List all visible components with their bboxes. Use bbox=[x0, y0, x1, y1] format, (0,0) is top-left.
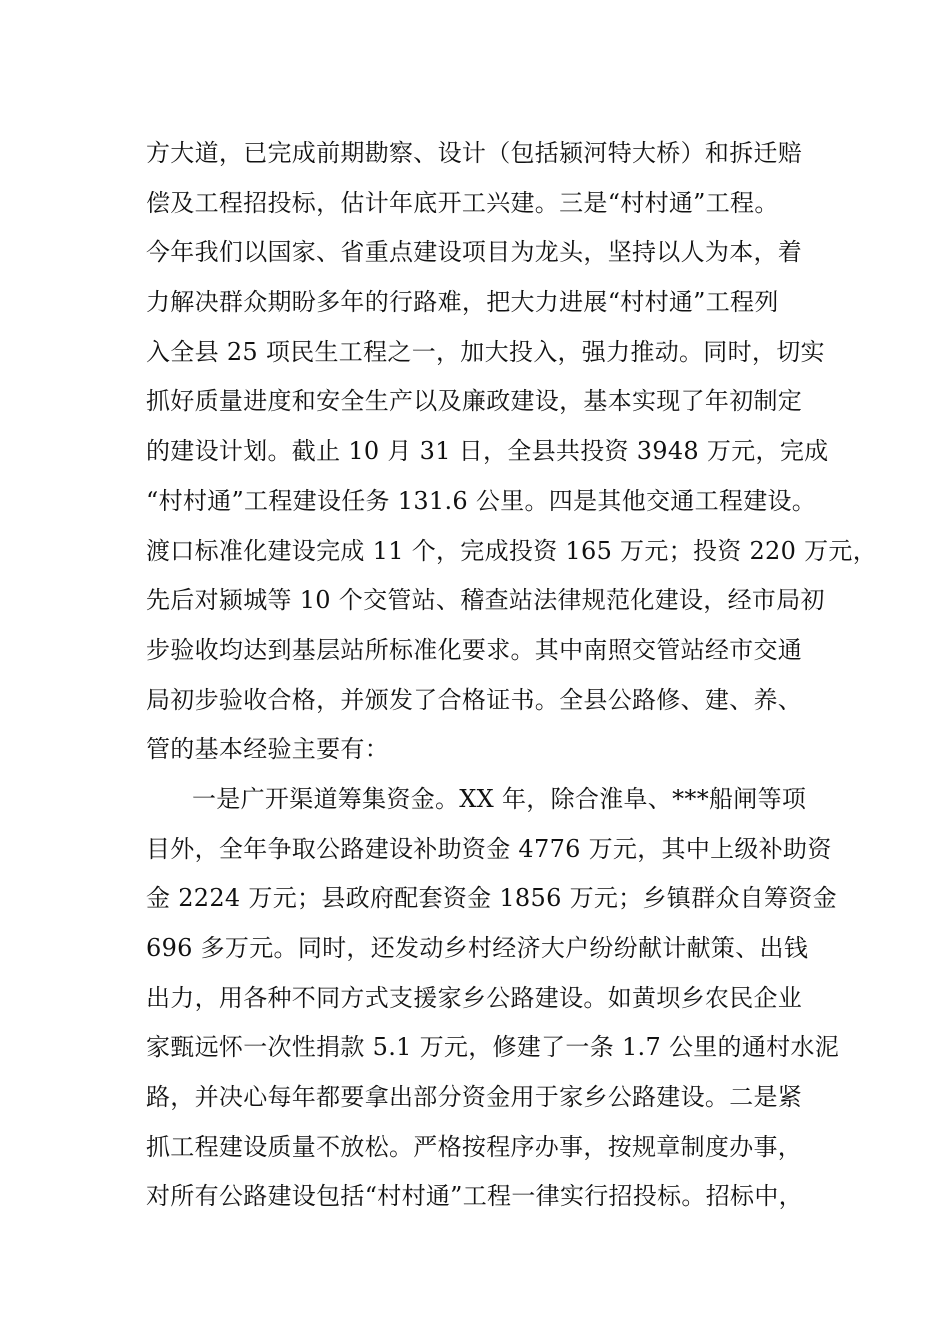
text-line: 抓工程建设质量不放松。严格按程序办事，按规章制度办事， bbox=[146, 1132, 803, 1161]
text-line: “村村通”工程建设任务 131.6 公里。四是其他交通工程建设。 bbox=[146, 486, 817, 515]
text-line: 目外，全年争取公路建设补助资金 4776 万元，其中上级补助资 bbox=[146, 834, 832, 863]
text-line: 对所有公路建设包括“村村通”工程一律实行招投标。招标中， bbox=[146, 1182, 803, 1211]
text-line: 抓好质量进度和安全生产以及廉政建设，基本实现了年初制定 bbox=[146, 387, 803, 416]
text-line: 局初步验收合格，并颁发了合格证书。全县公路修、建、养、 bbox=[146, 685, 803, 714]
text-line: 先后对颍城等 10 个交管站、稽查站法律规范化建设，经市局初 bbox=[146, 586, 825, 615]
body-text bbox=[146, 129, 878, 1222]
text-line: 696 多万元。同时，还发动乡村经济大户纷纷献计献策、出钱 bbox=[146, 934, 809, 962]
text-line: 步验收均达到基层站所标准化要求。其中南照交管站经市交通 bbox=[146, 635, 803, 664]
text-line: 管的基本经验主要有： bbox=[146, 735, 389, 764]
text-line: 路，并决心每年都要拿出部分资金用于家乡公路建设。二是紧 bbox=[146, 1083, 803, 1112]
text-line: 的建设计划。截止 10 月 31 日，全县共投资 3948 万元，完成 bbox=[146, 437, 829, 466]
text-line: 家甄远怀一次性捐款 5.1 万元，修建了一条 1.7 公里的通村水泥 bbox=[146, 1033, 840, 1062]
text-line: 金 2224 万元；县政府配套资金 1856 万元；乡镇群众自筹资金 bbox=[146, 884, 837, 913]
paragraph-2 bbox=[146, 775, 846, 1222]
text-line: 方大道，已完成前期勘察、设计（包括颍河特大桥）和拆迁赔 bbox=[146, 139, 803, 167]
text-line: 入全县 25 项民生工程之一，加大投入，强力推动。同时，切实 bbox=[146, 337, 825, 366]
paragraph-1 bbox=[146, 129, 878, 775]
text-line: 一是广开渠道筹集资金。XX 年，除合淮阜、***船闸等项 bbox=[192, 784, 807, 813]
text-line: 偿及工程招投标，估计年底开工兴建。三是“村村通”工程。 bbox=[146, 188, 779, 217]
text-line: 出力，用各种不同方式支援家乡公路建设。如黄坝乡农民企业 bbox=[146, 983, 803, 1012]
text-line: 力解决群众期盼多年的行路难，把大力进展“村村通”工程列 bbox=[146, 288, 779, 317]
text-line: 渡口标准化建设完成 11 个，完成投资 165 万元；投资 220 万元， bbox=[146, 536, 878, 565]
text-line: 今年我们以国家、省重点建设项目为龙头，坚持以人为本，着 bbox=[146, 238, 803, 267]
